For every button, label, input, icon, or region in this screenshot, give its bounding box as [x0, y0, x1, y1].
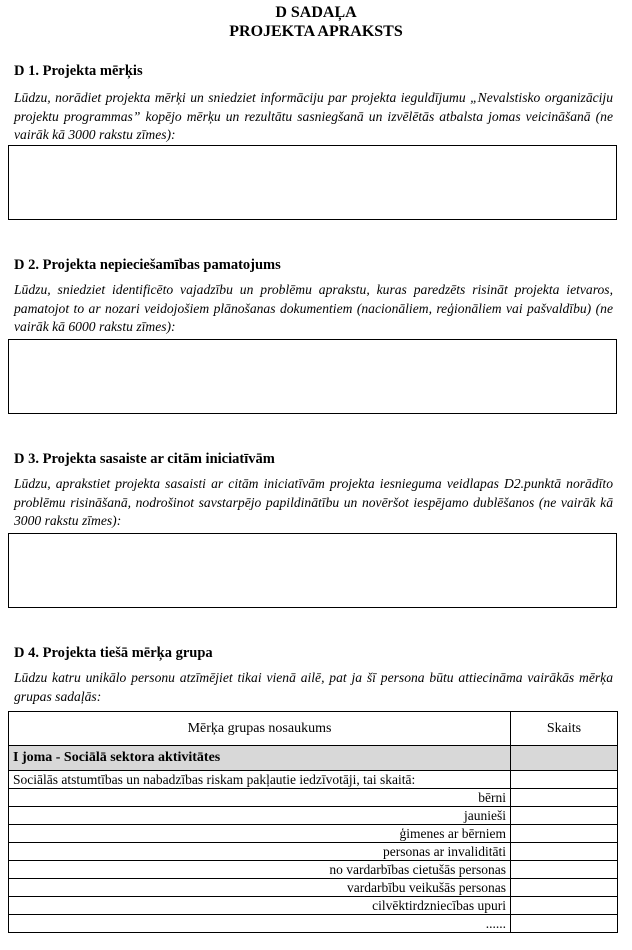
d3-instruction: Lūdzu, aprakstiet projekta sasaisti ar citām iniciatīvām projekta iesnieguma veidlapas D2.punktā norādīto problēmu risināšanā, nodrošinot savstarpējo papildinātību un novēršot iespējamo dublēšanos (ne vairāk kā 3000 rakstu zīmes):	[14, 476, 613, 528]
d3-answer-box[interactable]	[8, 533, 617, 608]
column-header-count: Skaits	[511, 712, 618, 746]
count-input[interactable]	[511, 771, 618, 789]
page-header	[0, 0, 632, 41]
row-label: vardarbību veikušās personas	[9, 879, 511, 897]
section-heading: D SADAĻA	[275, 4, 357, 21]
count-input[interactable]	[511, 861, 618, 879]
table-row	[9, 807, 618, 825]
joma-row	[9, 746, 618, 771]
d1-title: D 1. Projekta mērķis	[14, 63, 143, 79]
count-input[interactable]	[511, 789, 618, 807]
table-row	[9, 825, 618, 843]
column-header-name: Mērķa grupas nosaukums	[9, 712, 511, 746]
row-label: bērni	[9, 789, 511, 807]
table-row	[9, 897, 618, 915]
count-input[interactable]	[511, 915, 618, 933]
table-row	[9, 843, 618, 861]
d2-answer-box[interactable]	[8, 339, 617, 414]
section-subheading: PROJEKTA APRAKSTS	[229, 23, 403, 40]
row-label: ......	[9, 915, 511, 933]
table-row	[9, 915, 618, 933]
d1-answer-box[interactable]	[8, 145, 617, 220]
row-label: personas ar invaliditāti	[9, 843, 511, 861]
d2-title: D 2. Projekta nepieciešamības pamatojums	[14, 257, 281, 273]
count-input[interactable]	[511, 825, 618, 843]
count-input[interactable]	[511, 879, 618, 897]
count-input[interactable]	[511, 807, 618, 825]
group-label: Sociālās atstumtības un nabadzības riskam pakļautie iedzīvotāji, tai skaitā:	[9, 771, 511, 789]
table-row	[9, 771, 618, 789]
row-label: ģimenes ar bērniem	[9, 825, 511, 843]
d3-title: D 3. Projekta sasaiste ar citām iniciatīvām	[14, 451, 275, 467]
row-label: cilvēktirdzniecības upuri	[9, 897, 511, 915]
row-label: jaunieši	[9, 807, 511, 825]
d4-title: D 4. Projekta tiešā mērķa grupa	[14, 645, 213, 661]
table-row	[9, 789, 618, 807]
d4-instruction: Lūdzu katru unikālo personu atzīmējiet tikai vienā ailē, pat ja šī persona būtu attiecināma vairākās mērķa grupas sadaļās:	[14, 670, 613, 704]
count-input[interactable]	[511, 843, 618, 861]
table-row	[9, 879, 618, 897]
row-label: no vardarbības cietušās personas	[9, 861, 511, 879]
d2-instruction: Lūdzu, sniedziet identificēto vajadzību un problēmu aprakstu, kuras paredzēts risināt projekta ietvaros, pamatojot to ar nozari veidojošiem plānošanas dokumentiem (nacionāliem, reģionāliem vai pašvaldību) (ne vairāk kā 6000 rakstu zīmes):	[14, 282, 613, 334]
d1-instruction: Lūdzu, norādiet projekta mērķi un sniedziet informāciju par projekta ieguldījumu „Nevalstisko organizāciju projektu programmas” kopējo mērķu un rezultātu sasniegšanā un izvēlētās atbalsta jomas veicināšanā (ne vairāk kā 3000 rakstu zīmes):	[14, 90, 613, 142]
joma-label: I joma - Sociālā sektora aktivitātes	[9, 746, 511, 771]
count-input[interactable]	[511, 897, 618, 915]
joma-count-cell	[511, 746, 618, 771]
table-row	[9, 861, 618, 879]
target-group-table	[8, 711, 618, 933]
